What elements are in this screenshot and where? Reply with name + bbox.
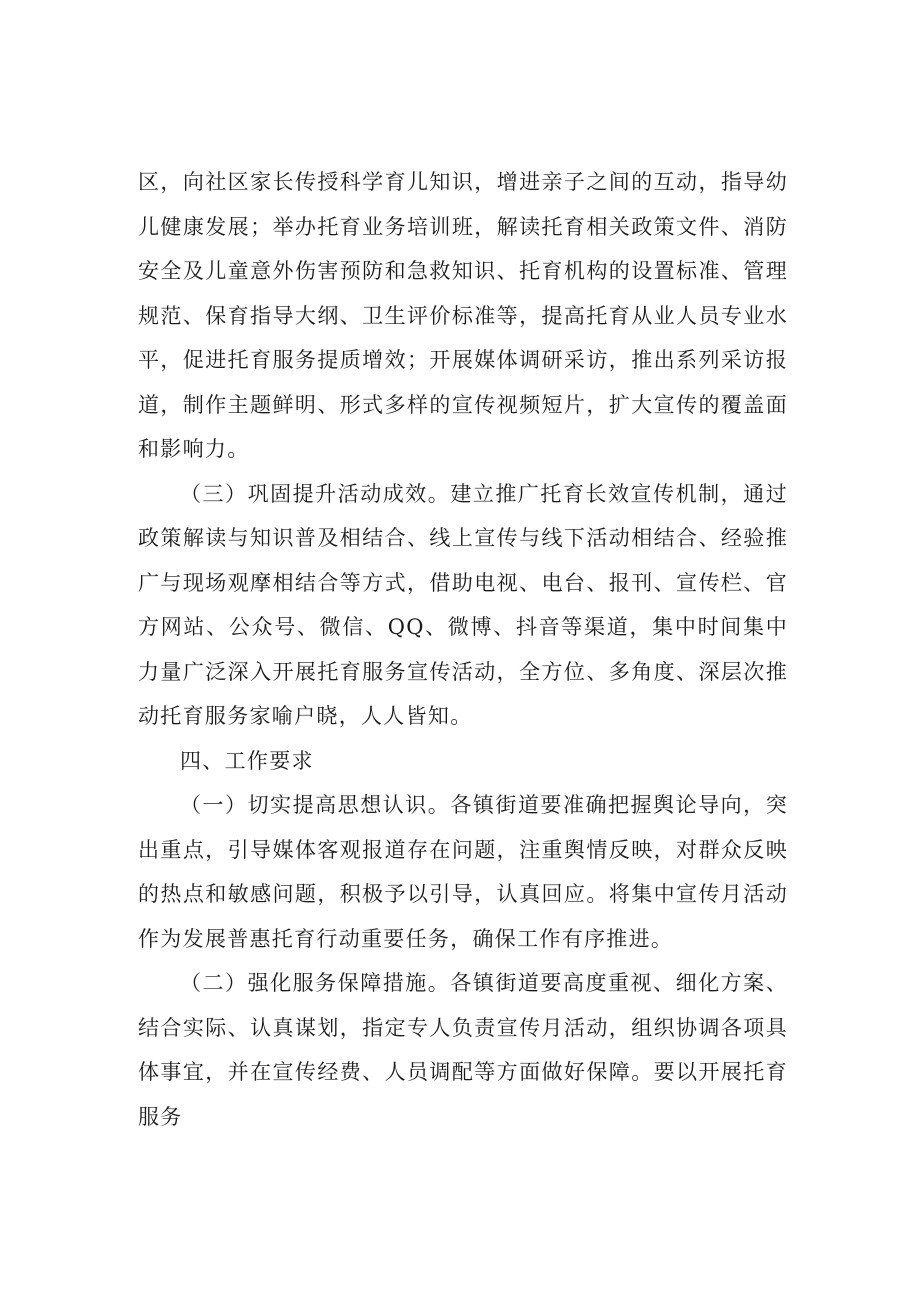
paragraph-section-3-3: （三）巩固提升活动成效。建立推广托育长效宣传机制，通过政策解读与知识普及相结合、线上宣传与线下活动相结合、经验推广与现场观摩相结合等方式，借助电视、电台、报刊、宣传栏、官方网站、公众号、微信、QQ、微博、抖音等渠道，集中时间集中力量广泛深入开展托育服务宣传活动，全方位、多角度、深层次推动托育服务家喻户晓，人人皆知。 (138, 481, 788, 728)
document-body (138, 160, 788, 1139)
paragraph-section-4-2: （二）强化服务保障措施。各镇街道要高度重视、细化方案、结合实际、认真谋划，指定专人负责宣传月活动，组织协调各项具体事宜，并在宣传经费、人员调配等方面做好保障。要以开展托育服务 (138, 971, 788, 1129)
section-heading-work-requirements: 四、工作要求 (180, 748, 314, 773)
paragraph-section-4-1: （一）切实提高思想认识。各镇街道要准确把握舆论导向，突出重点，引导媒体客观报道存在问题，注重舆情反映，对群众反映的热点和敏感问题，积极予以引导，认真回应。将集中宣传月活动作为发展普惠托育行动重要任务，确保工作有序推进。 (138, 793, 788, 951)
paragraph-continuation: 区，向社区家长传授科学育儿知识，增进亲子之间的互动，指导幼儿健康发展；举办托育业务培训班，解读托育相关政策文件、消防安全及儿童意外伤害预防和急救知识、托育机构的设置标准、管理规范、保育指导大纲、卫生评价标准等，提高托育从业人员专业水平，促进托育服务提质增效；开展媒体调研采访，推出系列采访报道，制作主题鲜明、形式多样的宣传视频短片，扩大宣传的覆盖面和影响力。 (138, 170, 788, 461)
